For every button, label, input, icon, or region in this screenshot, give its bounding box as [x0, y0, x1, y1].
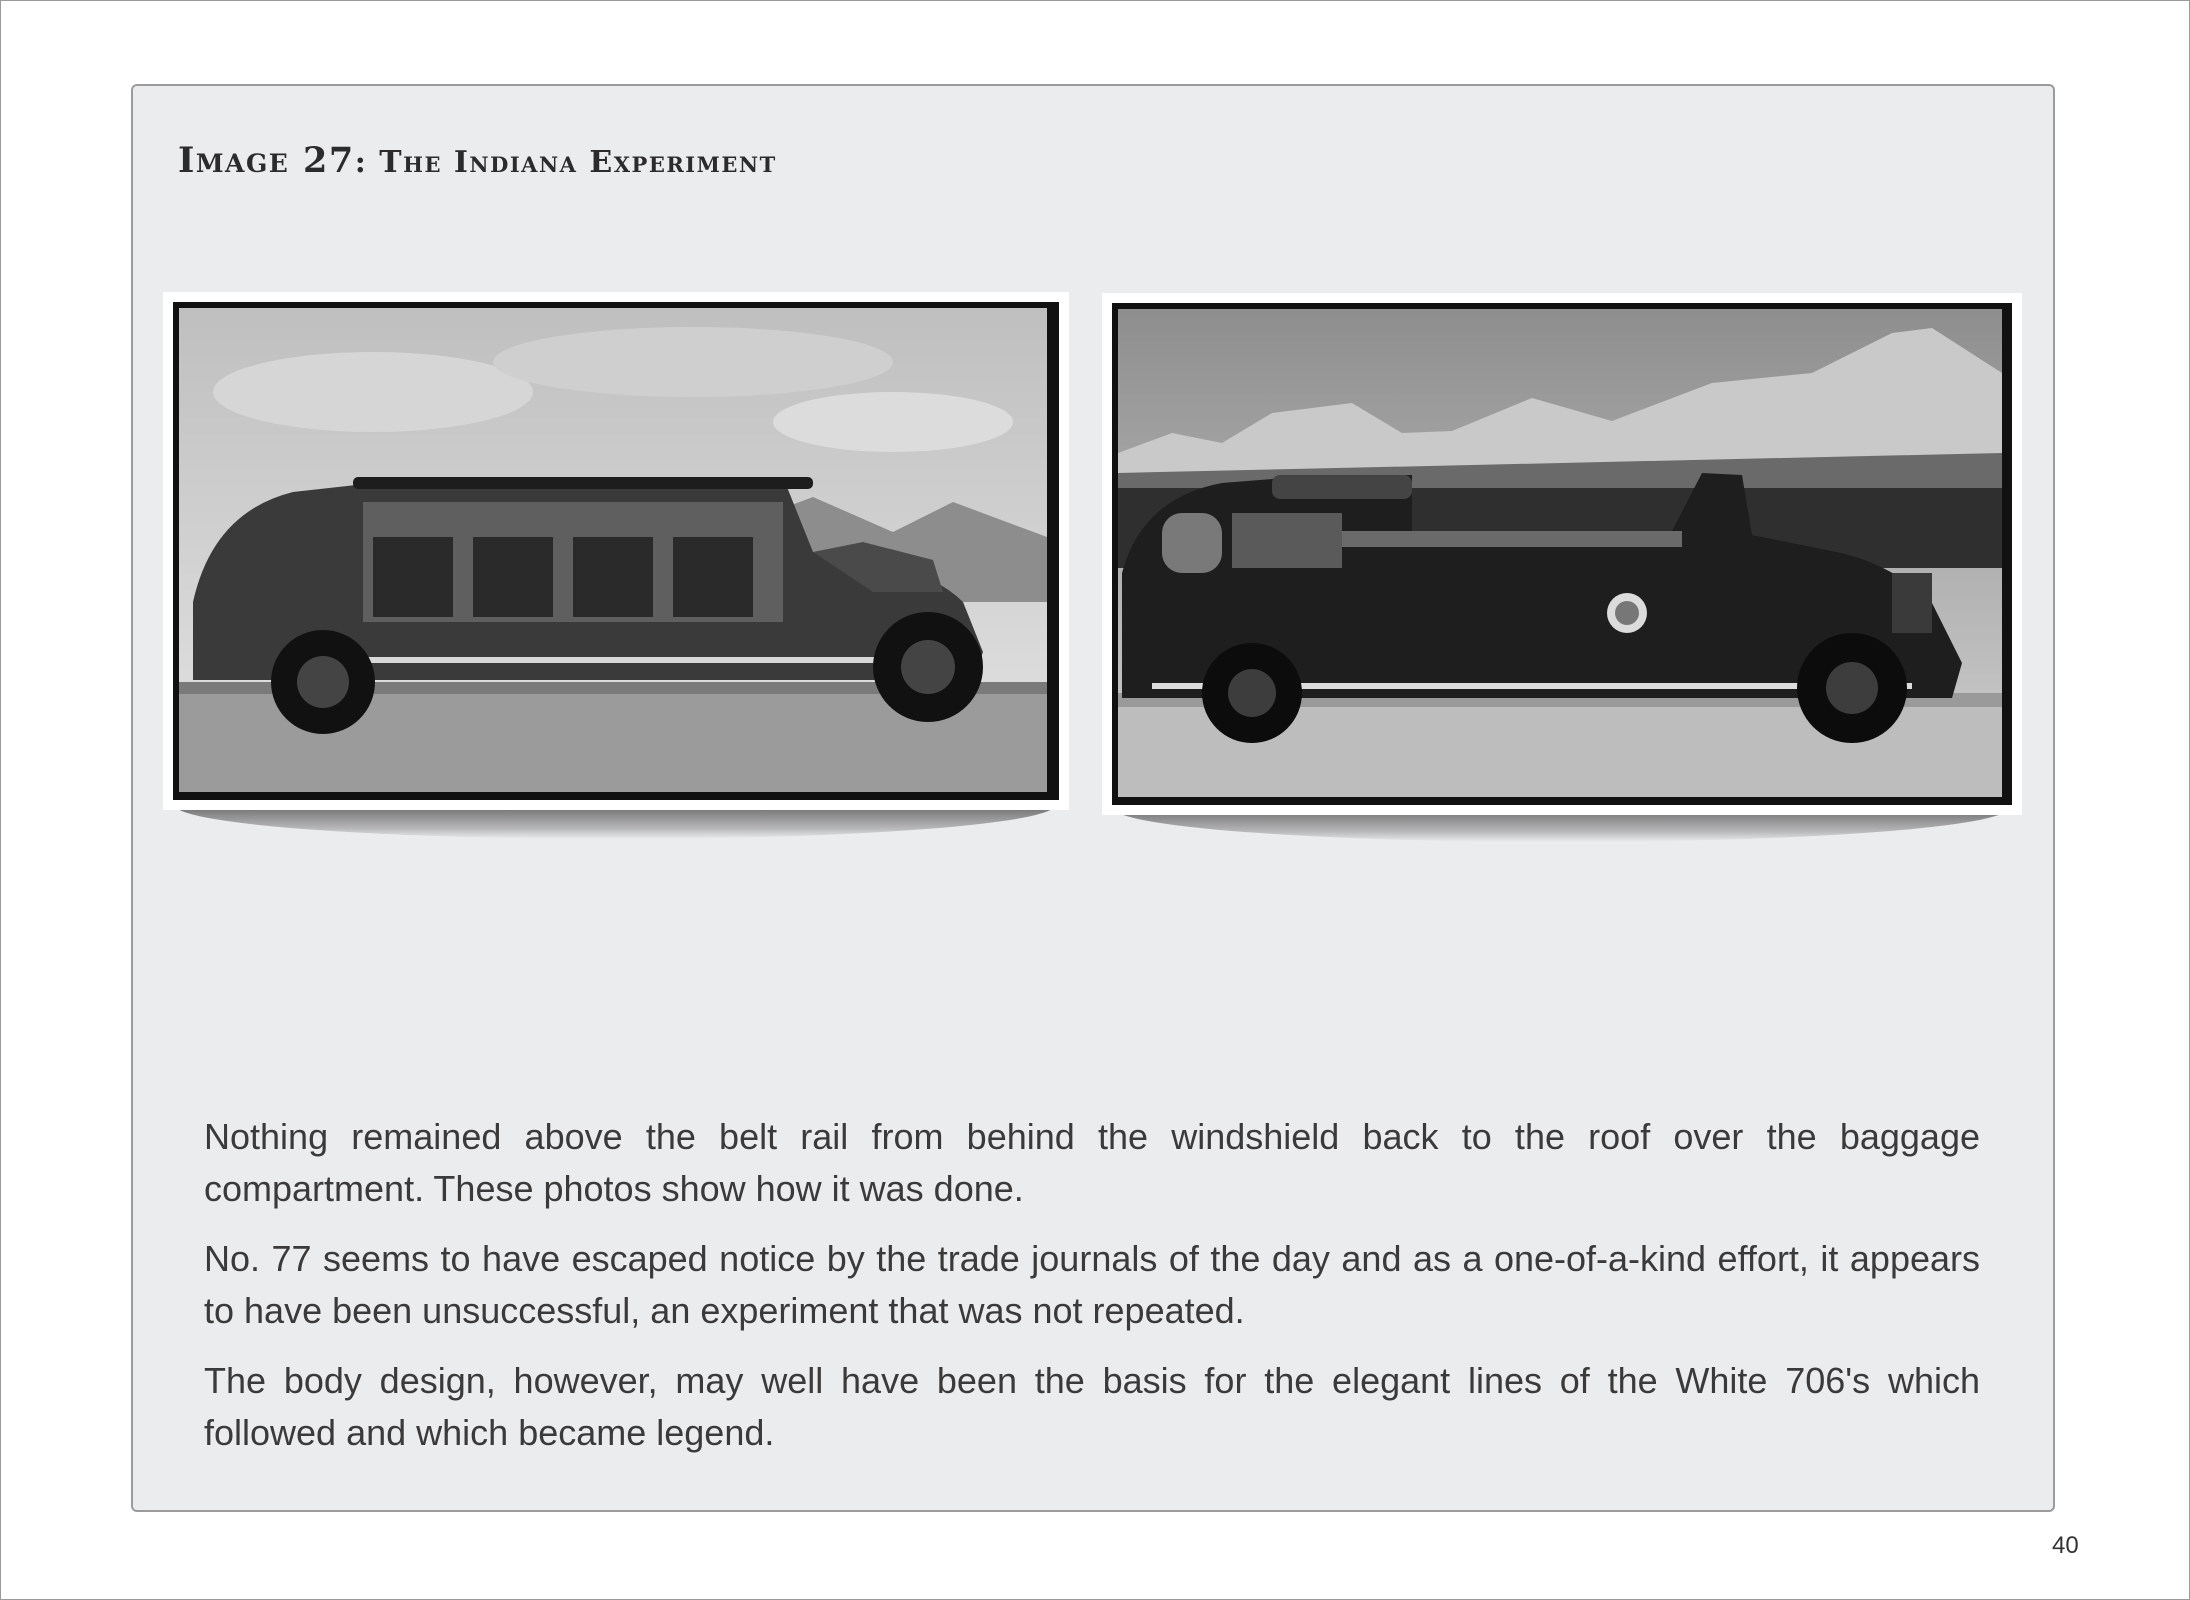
page-number: 40 — [2052, 1532, 2079, 1559]
paragraph-1: Nothing remained above the belt rail from behind the windshield back to the roof over the baggage compartment. These photos show how it was done. — [204, 1116, 1980, 1209]
paragraph-2: No. 77 seems to have escaped notice by the trade journals of the day and as a one-of-a-kind effort, it appears to have been unsuccessful, an experiment that was not repeated. — [204, 1238, 1980, 1331]
closed-touring-bus-photo-icon — [1112, 303, 2012, 805]
photo-right — [1102, 293, 2022, 815]
open-touring-bus-photo-icon — [173, 302, 1059, 800]
photo-left — [163, 292, 1069, 810]
image-number: Image 27 — [178, 140, 355, 181]
title-separator: : — [354, 145, 380, 180]
title-text: The Indiana Experiment — [379, 145, 777, 180]
page-title — [178, 140, 777, 181]
body-text — [204, 1111, 1980, 1477]
paragraph-3: The body design, however, may well have been the basis for the elegant lines of the White 706's which followed and which became legend. — [204, 1360, 1980, 1453]
